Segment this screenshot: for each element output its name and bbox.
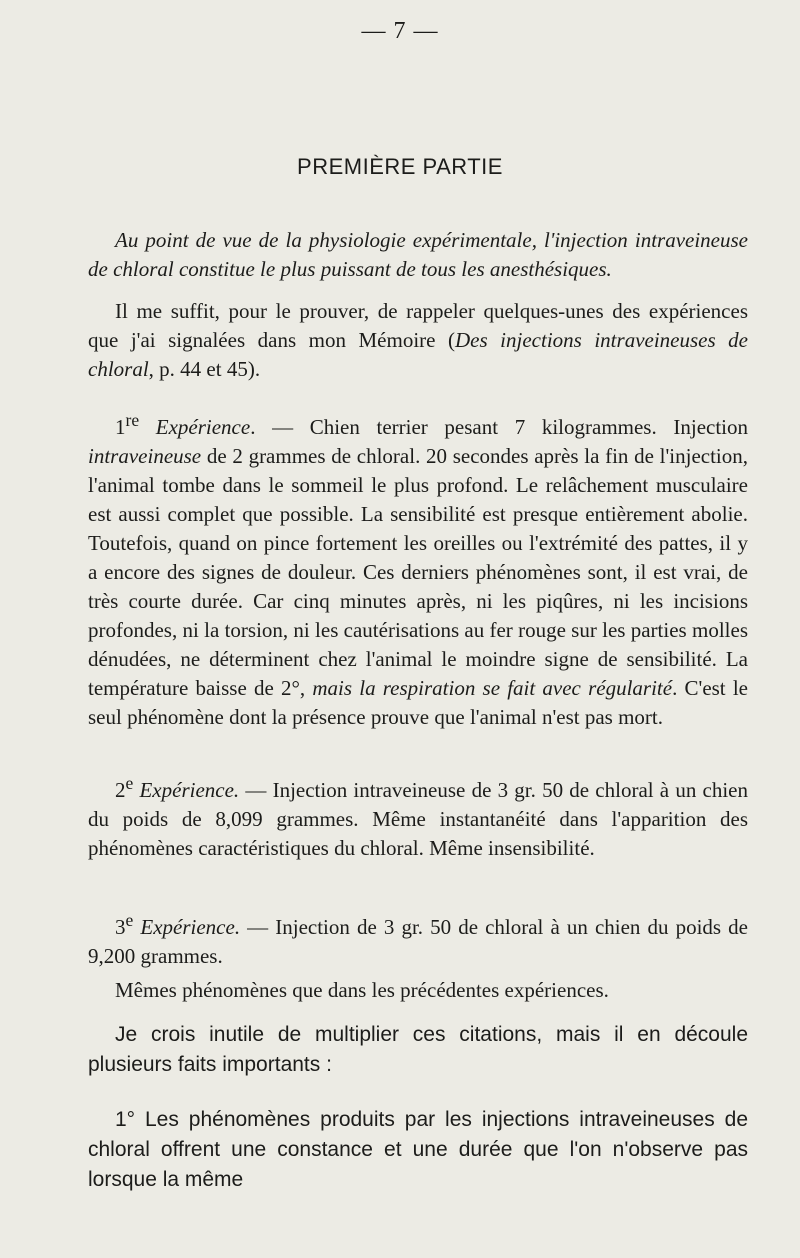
experience-1-label: Expérience xyxy=(155,415,251,439)
experience-1-text-b: de 2 grammes de chloral. 20 secondes après la fin de l'injection, l'animal tombe dans le sommeil le plus profond. Le relâchement musculaire est aussi complet que possible. La sensibilité est presque entièrement abolie. Toutefois, quand on pince fortement les oreilles ou l'extrémité des pattes, il y a encore des signes de douleur. Ces derniers phénomènes sont, il est vrai, de très courte durée. Car cinq minutes après, ni les piqûres, ni les incisions profondes, ni la torsion, ni les cautérisations au fer rouge sur les parties molles dénudées, ne déterminent chez l'animal le moindre signe de sensibilité. La température baisse de 2°, xyxy=(88,444,748,700)
paragraph-memoire-text xyxy=(88,297,748,384)
memoire-text-a: Il me suffit, pour le prouver, de rappeler quelques-unes des expériences que j'ai signalées dans mon Mémoire ( xyxy=(88,299,748,352)
experience-3-number: 3 xyxy=(115,915,126,939)
experience-3-label: Expérience. xyxy=(140,915,241,939)
intro-text: Au point de vue de la physiologie expérimentale, l'injection intraveineuse de chloral constitue le plus puissant de tous les anesthésiques. xyxy=(88,228,748,281)
page-number: — 7 — xyxy=(361,18,439,44)
point-1-text: 1° Les phénomènes produits par les injections intraveineuses de chloral offrent une constance et une durée que l'on n'observe pas lorsque la même xyxy=(88,1108,748,1191)
experience-1-sup: re xyxy=(125,410,140,430)
experience-2-text-a: — Injection intraveineuse de 3 gr. 50 de chloral à un chien du poids de 8,099 grammes. Même instantanéité dans l'apparition des phénomènes caractéristiques du chloral. Même insensibilité. xyxy=(88,778,748,860)
paragraph-experience-3 xyxy=(88,906,748,971)
part-title: PREMIÈRE PARTIE xyxy=(297,154,503,179)
memoire-text-b: , p. 44 et 45). xyxy=(148,357,261,381)
paragraph-memes-phenomenes xyxy=(88,976,748,1005)
memes-phenomenes-text: Mêmes phénomènes que dans les précédentes expériences. xyxy=(115,978,609,1002)
experience-1-em-respiration: mais la respiration se fait avec régularité xyxy=(312,676,673,700)
paragraph-memoire xyxy=(88,297,748,384)
experience-1-number: 1 xyxy=(115,415,126,439)
experience-2-number: 2 xyxy=(115,778,126,802)
paragraph-point-1 xyxy=(88,1105,748,1195)
paragraph-citations xyxy=(88,1020,748,1080)
experience-1-text-a: . — Chien terrier pesant 7 kilogrammes. Injection xyxy=(250,415,749,439)
experience-3-sup: e xyxy=(125,910,134,930)
intro-paragraph xyxy=(88,226,748,284)
experience-2-sup: e xyxy=(125,773,134,793)
paragraph-experience-1 xyxy=(88,406,748,732)
memoire-title: Des injections intraveineuses de chloral xyxy=(88,328,748,381)
paragraph-experience-2 xyxy=(88,769,748,863)
experience-1-text-c: . C'est le seul phénomène dont la présence prouve que l'animal n'est pas mort. xyxy=(88,676,748,729)
experience-2-label: Expérience. xyxy=(139,778,240,802)
experience-1-em-intraveineuse: intraveineuse xyxy=(88,444,202,468)
citations-text: Je crois inutile de multiplier ces citations, mais il en découle plusieurs faits importants : xyxy=(88,1023,748,1076)
experience-2-text xyxy=(88,769,748,863)
experience-3-text-a: — Injection de 3 gr. 50 de chloral à un chien du poids de 9,200 grammes. xyxy=(88,915,749,968)
experience-1-text xyxy=(88,406,748,732)
experience-3-text xyxy=(88,906,748,971)
